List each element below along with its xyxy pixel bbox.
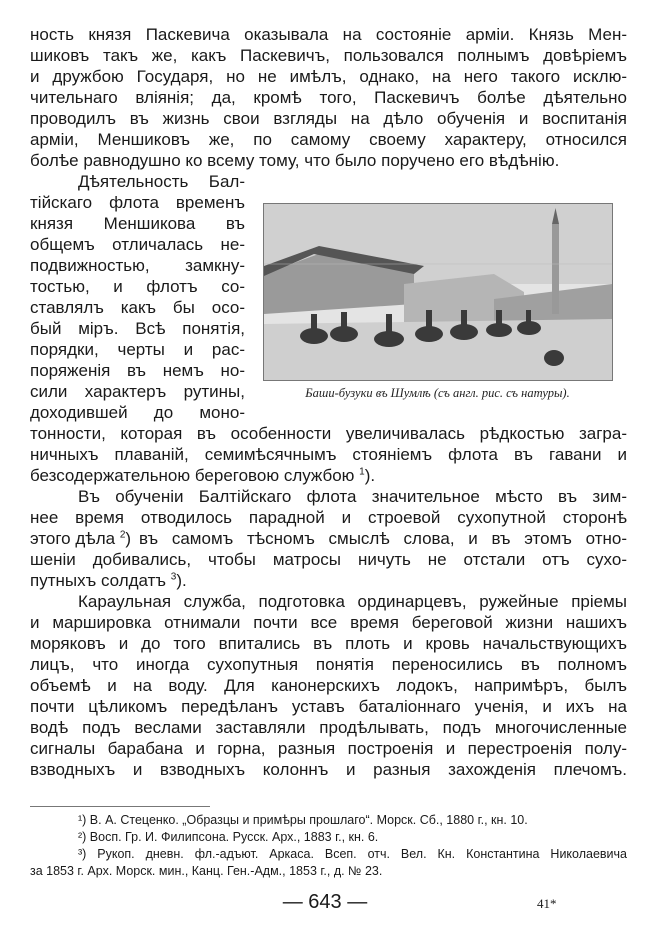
text-line: Караульная служба, подготовка ординарцевъ, ружейные пріемы — [78, 592, 627, 611]
page-number: — 643 — — [282, 891, 368, 913]
text-line: тійскаго флота временъ — [30, 193, 245, 212]
paragraph-2-wrapped — [30, 171, 245, 402]
text-line: бый міръ. Всѣ понятія, — [30, 319, 245, 338]
text-line: нее время отводилось парадной и строевой сухопутной сторонѣ — [30, 508, 627, 527]
text-line: подвижностью, замкну- — [30, 256, 245, 275]
text-line: водѣ подъ веслами заставляли продѣлывать, подъ многочисленные — [30, 718, 627, 737]
text-line: общемъ отличалась не- — [30, 235, 245, 254]
text-line: сили характеръ рутины, — [30, 382, 245, 401]
text-line: Въ обученіи Балтійскаго флота значительное мѣсто въ зим- — [78, 487, 627, 506]
text-span: въ самомъ тѣсномъ смыслѣ слова, и въ этомъ отно- — [139, 529, 627, 548]
footnotes — [30, 812, 627, 880]
text-line: взводныхъ и взводныхъ колоннъ и разныя захожденія плечомъ. — [30, 760, 627, 779]
text-line: проводилъ въ жизнь свои взгляды на дѣло обученія и воспитанія — [30, 109, 627, 128]
text-line: и дружбою Государя, но не имѣлъ, однако, на него такого исклю- — [30, 67, 627, 86]
text-line: ничныхъ плаваній, семимѣсячнымъ стояніемъ флота въ гавани и — [30, 445, 627, 464]
text-span: безсодержательною береговою службою — [30, 466, 355, 485]
text-line: сигналы барабана и горна, разныя построенія и перестроенія полу- — [30, 739, 627, 758]
text-line: шиковъ такъ же, какъ Паскевичъ, пользовался полнымъ довѣріемъ — [30, 46, 627, 65]
engraving-image — [264, 204, 612, 380]
text-line: поряженія въ немъ но- — [30, 361, 245, 380]
text-line: моряковъ и до того впитались въ плоть и кровь начальствующихъ — [30, 634, 627, 653]
text-line: ставлялъ какъ бы осо- — [30, 298, 245, 317]
text-line: Дѣятельность Бал- — [78, 172, 245, 191]
text-line: объемѣ и на воду. Для канонерскихъ лодокъ, напримѣръ, былъ — [30, 676, 627, 695]
text-line: тонности, которая въ особенности увеличивалась рѣдкостью загра- — [30, 424, 627, 443]
text-line: ность князя Паскевича оказывала на состояніе арміи. Князь Мен- — [30, 25, 627, 44]
footnote-2: ²) Восп. Гр. И. Филипсона. Русск. Арх., 1883 г., кн. 6. — [78, 830, 379, 844]
signature-mark: 41* — [537, 896, 557, 911]
text-line: шеніи добивались, чтобы матросы ничуть не отстали отъ сухо- — [30, 550, 627, 569]
paragraph-body — [30, 402, 627, 780]
text-line: порядки, черты и рас- — [30, 340, 245, 359]
figure-caption: Баши-бузуки въ Шумлѣ (съ англ. рис. съ натуры). — [305, 386, 570, 400]
text-line — [30, 528, 627, 549]
text-line: болѣе равнодушно ко всему тому, что было поручено его вѣдѣнію. — [30, 151, 560, 170]
text-line: тостью, и флотъ со- — [30, 277, 245, 296]
text-line: арміи, Меншиковъ же, по самому своему характеру, относился — [30, 130, 627, 149]
text-line: чительнаго вліянія; да, кромѣ того, Паскевичъ болѣе дѣятельно — [30, 88, 627, 107]
footnote-3-continued: за 1853 г. Арх. Морск. мин., Канц. Ген.-Адм., 1853 г., д. № 23. — [30, 864, 383, 878]
text-span: этого дѣла — [30, 529, 116, 548]
text-line: почти цѣликомъ передѣланъ уставъ баталіоннаго ученія, и ихъ на — [30, 697, 627, 716]
text-line: князя Меншикова въ — [30, 214, 245, 233]
engraving-illustration — [263, 203, 613, 381]
footnote-ref: 2 — [119, 529, 126, 541]
text-span: путныхъ солдатъ — [30, 571, 167, 590]
text-span: этого дѣла $^2$) — [30, 529, 132, 548]
footnote-ref: 1 — [359, 466, 365, 478]
text-line: доходившей до моно- — [30, 403, 245, 422]
text-line: безсодержательною береговою службою $^1$). — [30, 466, 376, 485]
footnote-1: ¹) В. А. Стеценко. „Образцы и примѣры прошлаго“. Морск. Сб., 1880 г., кн. 10. — [78, 813, 528, 827]
text-line: и маршировка отнимали почти все время береговой жизни нашихъ — [30, 613, 627, 632]
footnote-separator — [30, 806, 210, 807]
paragraph-1 — [30, 24, 627, 171]
footnote-3: ³) Рукоп. дневн. фл.-адъют. Аркаса. Всеп. отч. Вел. Кн. Константина Николаевича — [78, 847, 627, 861]
text-line: лицъ, что иногда сухопутныя понятія переносились въ полномъ — [30, 655, 627, 674]
footnote-ref: 3 — [170, 571, 177, 583]
text-line: путныхъ солдатъ $^3$). — [30, 571, 187, 590]
